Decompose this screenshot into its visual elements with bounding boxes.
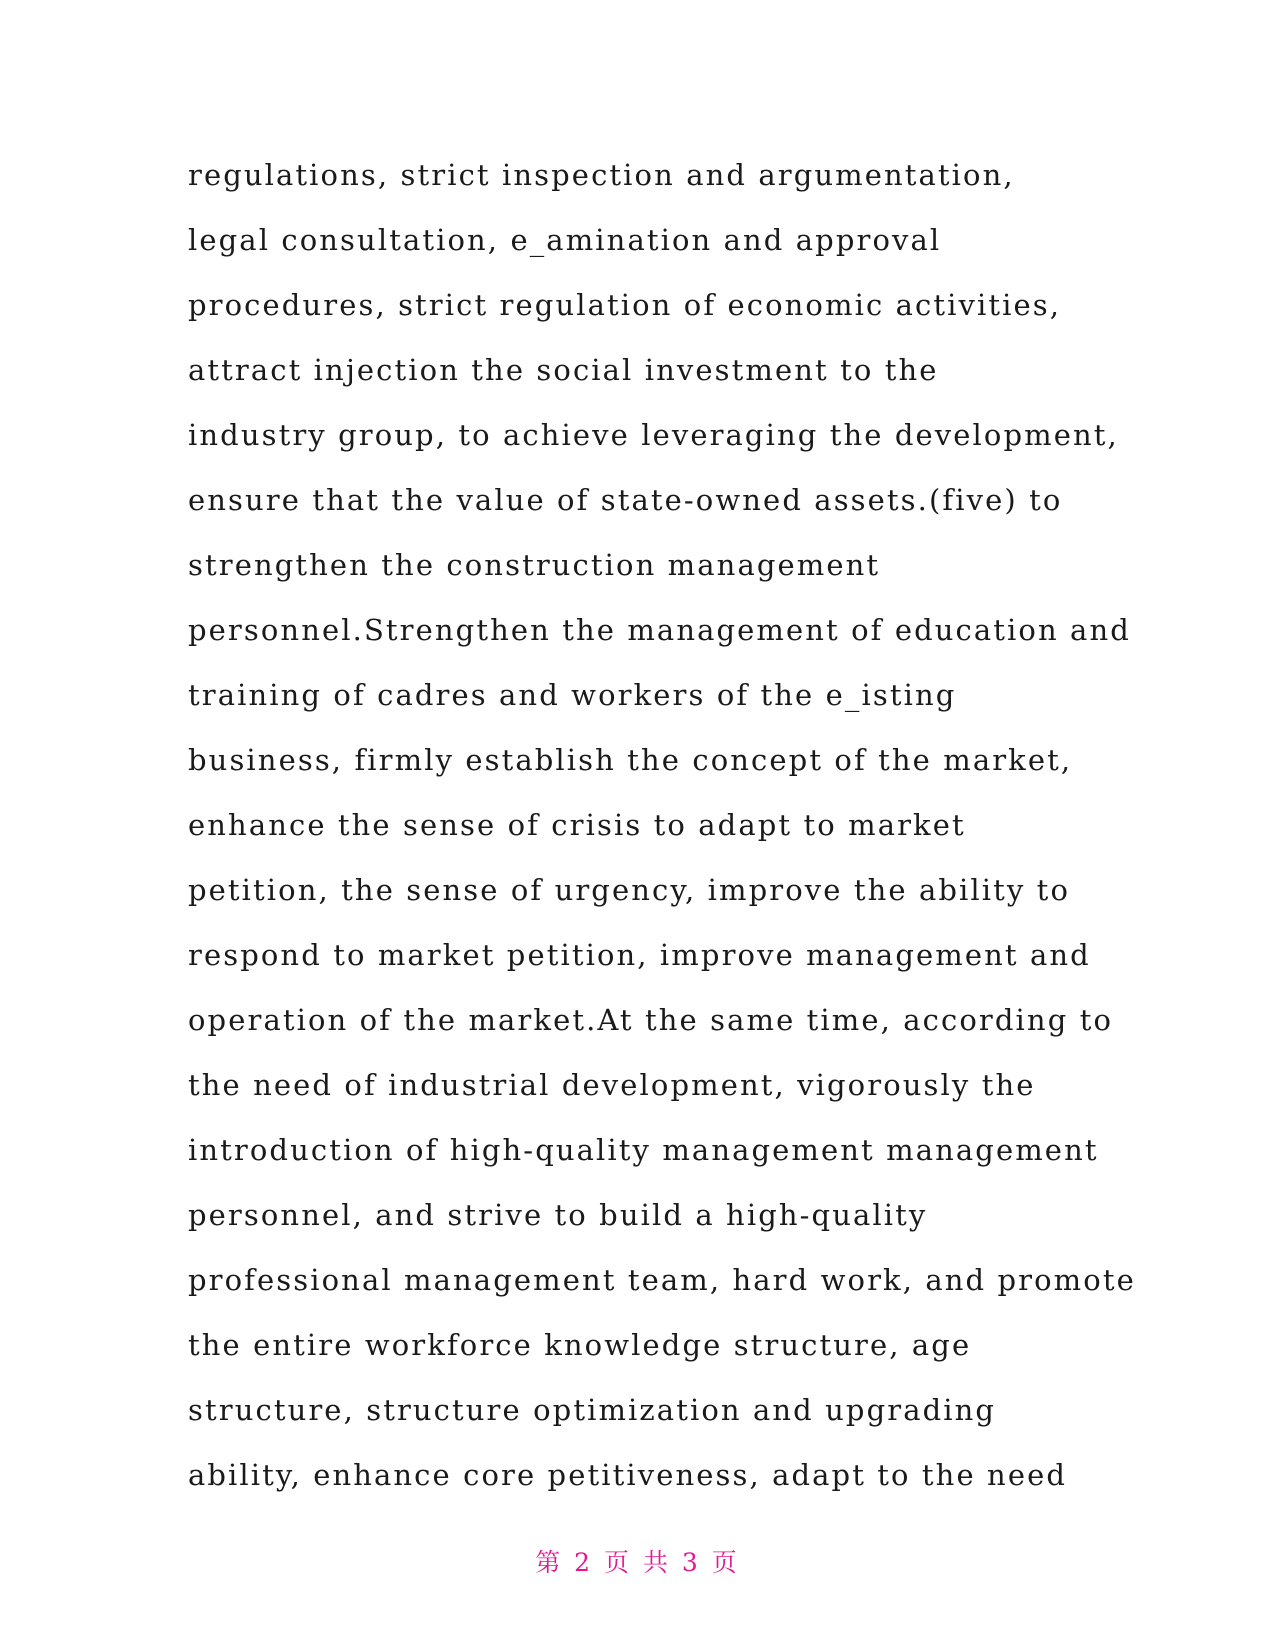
page-number-footer: 第 2 页 共 3 页 [535,1548,740,1577]
text-line: industry group, to achieve leveraging the development, [188,418,1119,452]
text-line: personnel, and strive to build a high-quality [188,1198,928,1232]
text-line: the entire workforce knowledge structure, age [188,1328,972,1362]
text-line: ensure that the value of state-owned assets.(five) to [188,483,1063,517]
text-line: ability, enhance core petitiveness, adapt to the need [188,1458,1068,1492]
body-text [188,143,1188,1508]
text-line: personnel.Strengthen the management of education and [188,613,1131,647]
text-line: training of cadres and workers of the e_isting [188,678,957,712]
text-line: respond to market petition, improve management and [188,938,1091,972]
text-line: professional management team, hard work, and promote [188,1263,1136,1297]
text-line: business, firmly establish the concept of the market, [188,743,1073,777]
text-line: operation of the market.At the same time, according to [188,1003,1114,1037]
text-line: petition, the sense of urgency, improve the ability to [188,873,1070,907]
text-line: structure, structure optimization and upgrading [188,1393,997,1427]
text-line: regulations, strict inspection and argumentation, [188,158,1015,192]
text-line: enhance the sense of crisis to adapt to market [188,808,966,842]
text-line: the need of industrial development, vigorously the [188,1068,1036,1102]
text-line: attract injection the social investment to the [188,353,939,387]
text-line: legal consultation, e_amination and approval [188,223,942,257]
text-line: introduction of high-quality management management [188,1133,1099,1167]
text-line: strengthen the construction management [188,548,881,582]
text-line: procedures, strict regulation of economic activities, [188,288,1062,322]
